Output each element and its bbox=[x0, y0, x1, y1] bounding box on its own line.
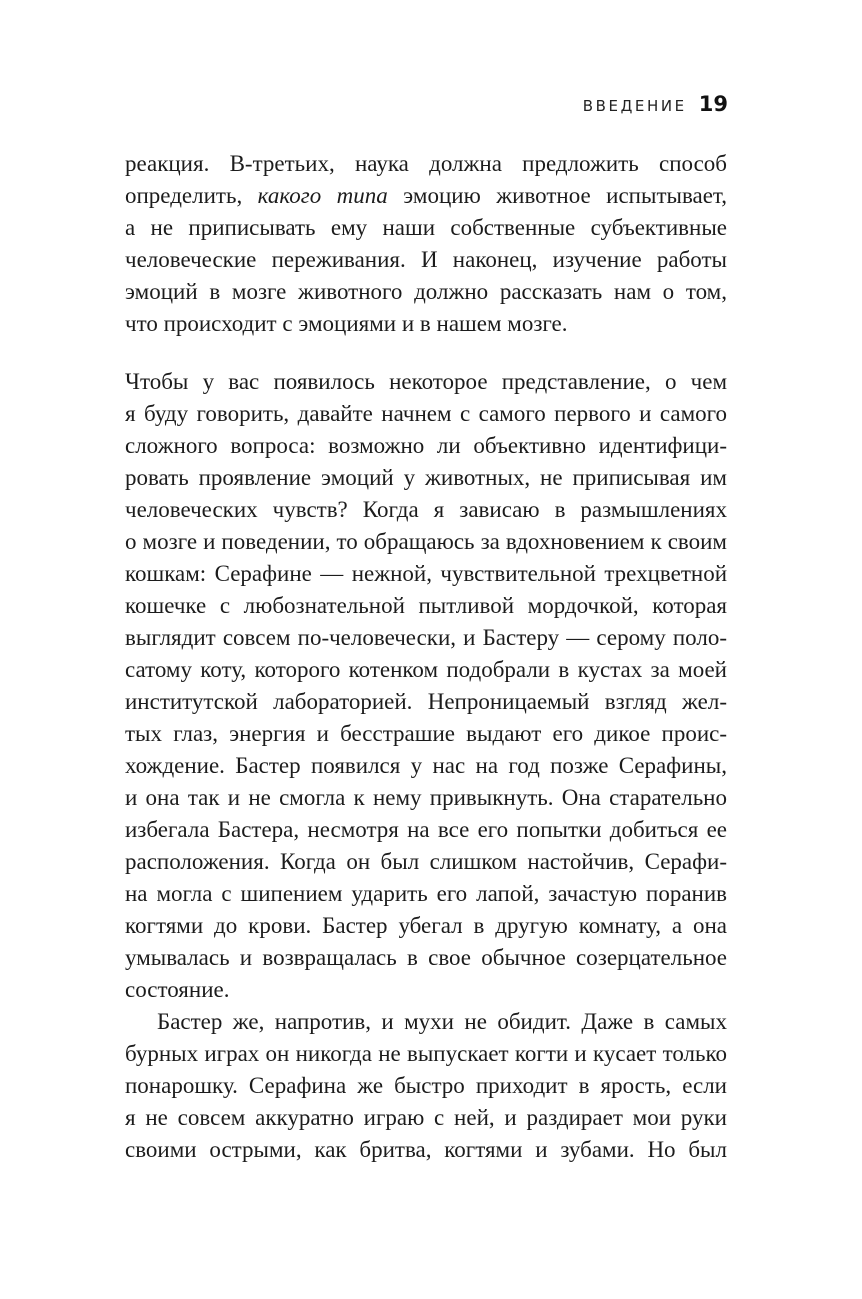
text-line: о мозге и поведении, то обращаюсь за вдохновением к своим bbox=[125, 529, 727, 554]
text-line: хождение. Бастер появился у нас на год позже Серафины, bbox=[125, 753, 727, 778]
text-line: человеческие переживания. И наконец, изучение работы bbox=[125, 247, 727, 272]
text-line: избегала Бастера, несмотря на все его попытки добиться ее bbox=[125, 817, 727, 842]
text-line: реакция. В-третьих, наука должна предложить способ bbox=[125, 151, 727, 176]
text-line: сложного вопроса: возможно ли объективно идентифици- bbox=[125, 433, 727, 458]
paragraph-block-1 bbox=[125, 148, 727, 340]
text-line: тых глаз, энергия и бесстрашие выдают его дикое проис- bbox=[125, 721, 727, 746]
text-line: выглядит совсем по-человечески, и Бастеру — серому поло- bbox=[125, 625, 727, 650]
section-title: ВВЕДЕНИЕ bbox=[582, 97, 687, 115]
text-line bbox=[125, 180, 727, 212]
text-line: умывалась и возвращалась в свое обычное созерцательное bbox=[125, 945, 727, 970]
italic-emphasis: какого типа bbox=[257, 183, 388, 208]
text-line: что происходит с эмоциями и в нашем мозге. bbox=[125, 311, 568, 336]
text-line: и она так и не смогла к нему привыкнуть. Она старательно bbox=[125, 785, 727, 810]
text-line: а не приписывать ему наши собственные субъективные bbox=[125, 215, 727, 240]
page-number: 19 bbox=[698, 92, 728, 116]
text-line: своими острыми, как бритва, когтями и зубами. Но был bbox=[125, 1137, 727, 1162]
paragraph-block-2 bbox=[125, 366, 727, 1166]
text-line: я не совсем аккуратно играю с ней, и раздирает мои руки bbox=[125, 1105, 727, 1130]
text-line: кошкам: Серафине — нежной, чувствительной трехцветной bbox=[125, 561, 727, 586]
text-line: ровать проявление эмоций у животных, не приписывая им bbox=[125, 465, 727, 490]
running-header bbox=[583, 92, 728, 116]
text-fragment: определить, bbox=[125, 183, 258, 208]
text-line: человеческих чувств? Когда я зависаю в размышлениях bbox=[125, 497, 727, 522]
text-fragment: эмоцию животное испытывает, bbox=[387, 183, 727, 208]
text-line: Бастер же, напротив, и мухи не обидит. Даже в самых bbox=[157, 1009, 727, 1034]
text-line: бурных играх он никогда не выпускает когти и кусает только bbox=[125, 1041, 727, 1066]
text-line: расположения. Когда он был слишком настойчив, Серафи- bbox=[125, 849, 727, 874]
text-line: когтями до крови. Бастер убегал в другую комнату, а она bbox=[125, 913, 727, 938]
text-line: Чтобы у вас появилось некоторое представление, о чем bbox=[125, 369, 727, 394]
text-line: на могла с шипением ударить его лапой, зачастую поранив bbox=[125, 881, 727, 906]
text-line: понарошку. Серафина же быстро приходит в ярость, если bbox=[125, 1073, 727, 1098]
text-line: кошечке с любознательной пытливой мордочкой, которая bbox=[125, 593, 727, 618]
text-line: сатому коту, которого котенком подобрали в кустах за моей bbox=[125, 657, 727, 682]
text-line: институтской лабораторией. Непроницаемый взгляд жел- bbox=[125, 689, 727, 714]
text-line: эмоций в мозге животного должно рассказать нам о том, bbox=[125, 279, 727, 304]
text-line: состояние. bbox=[125, 977, 230, 1002]
text-line: я буду говорить, давайте начнем с самого первого и самого bbox=[125, 401, 727, 426]
